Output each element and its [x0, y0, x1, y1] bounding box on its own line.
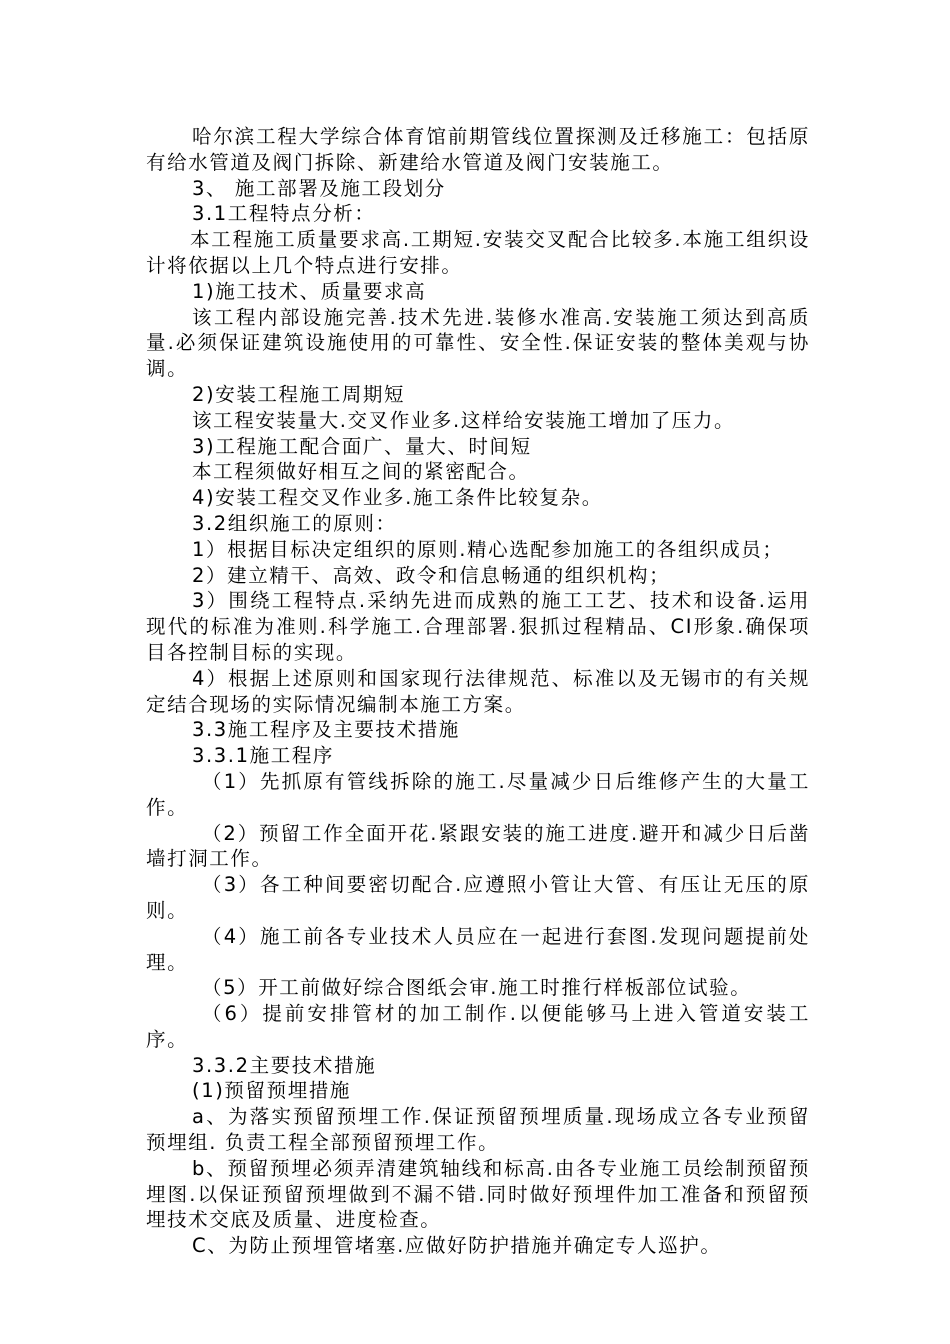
heading-section-3-2: 3.2组织施工的原则： [192, 511, 397, 535]
list-item-feature-4: 4)安装工程交叉作业多.施工条件比较复杂。 [192, 486, 603, 510]
paragraph-feature-2-detail: 该工程安装量大.交叉作业多.这样给安装施工增加了压力。 [192, 408, 736, 432]
heading-section-3-3: 3.3施工程序及主要技术措施 [192, 718, 460, 742]
heading-section-3-1: 3.1工程特点分析： [192, 202, 376, 226]
list-item-principle-3: 3）围绕工程特点.采纳先进而成熟的施工工艺、技术和设备.运用现代的标准为准则.科学施工.合理部署.狠抓过程精品、CI形象.确保项目各控制目标的实现。 [146, 589, 810, 664]
list-item-measure-b: b、预留预埋必须弄清建筑轴线和标高.由各专业施工员绘制预留预埋图.以保证预留预埋做到不漏不错.同时做好预埋件加工准备和预留预埋技术交底及质量、进度检查。 [146, 1156, 810, 1232]
paragraph-features-intro: 本工程施工质量要求高.工期短.安装交叉配合比较多.本施工组织设计将依据以上几个特点进行安排。 [146, 228, 810, 277]
list-item-procedure-5: （5）开工前做好综合图纸会审.施工时推行样板部位试验。 [202, 976, 752, 1000]
heading-section-3: 3、 施工部署及施工段划分 [192, 176, 446, 200]
list-item-procedure-3: （3）各工种间要密切配合.应遵照小管让大管、有压让无压的原则。 [146, 873, 810, 922]
heading-section-3-3-2: 3.3.2主要技术措施 [192, 1053, 377, 1077]
list-item-feature-3: 3)工程施工配合面广、量大、时间短 [192, 434, 532, 458]
paragraph-project-scope: 哈尔滨工程大学综合体育馆前期管线位置探测及迁移施工：包括原有给水管道及阀门拆除、新建给水管道及阀门安装施工。 [146, 125, 810, 174]
paragraph-feature-1-detail: 该工程内部设施完善.技术先进.装修水准高.安装施工须达到高质量.必须保证建筑设施使用的可靠性、安全性.保证安装的整体美观与协调。 [146, 305, 810, 381]
list-item-measure-c: C、为防止预埋管堵塞.应做好防护措施并确定专人巡护。 [192, 1234, 722, 1258]
list-item-measure-a: a、为落实预留预埋工作.保证预留预埋质量.现场成立各专业预留预埋组. 负责工程全部预留预埋工作。 [146, 1105, 810, 1155]
list-item-principle-2: 2）建立精干、高效、政令和信息畅通的组织机构； [192, 563, 671, 587]
list-item-principle-4: 4）根据上述原则和国家现行法律规范、标准以及无锡市的有关规定结合现场的实际情况编制本施工方案。 [146, 666, 810, 716]
heading-embedding-measures: (1)预留预埋措施 [192, 1079, 352, 1103]
list-item-feature-2: 2)安装工程施工周期短 [192, 382, 406, 406]
list-item-procedure-6: （6）提前安排管材的加工制作.以便能够马上进入管道安装工序。 [146, 1002, 810, 1051]
heading-section-3-3-1: 3.3.1施工程序 [192, 744, 335, 768]
paragraph-feature-3-detail: 本工程须做好相互之间的紧密配合。 [192, 460, 530, 484]
list-item-feature-1: 1)施工技术、质量要求高 [192, 279, 427, 303]
list-item-procedure-4: （4）施工前各专业技术人员应在一起进行套图.发现问题提前处理。 [146, 924, 810, 974]
list-item-procedure-2: （2）预留工作全面开花.紧跟安装的施工进度.避开和减少日后凿墙打洞工作。 [146, 821, 810, 871]
list-item-principle-1: 1）根据目标决定组织的原则.精心选配参加施工的各组织成员； [192, 537, 784, 561]
list-item-procedure-1: （1）先抓原有管线拆除的施工.尽量减少日后维修产生的大量工作。 [146, 769, 810, 819]
document-body [146, 124, 810, 1259]
